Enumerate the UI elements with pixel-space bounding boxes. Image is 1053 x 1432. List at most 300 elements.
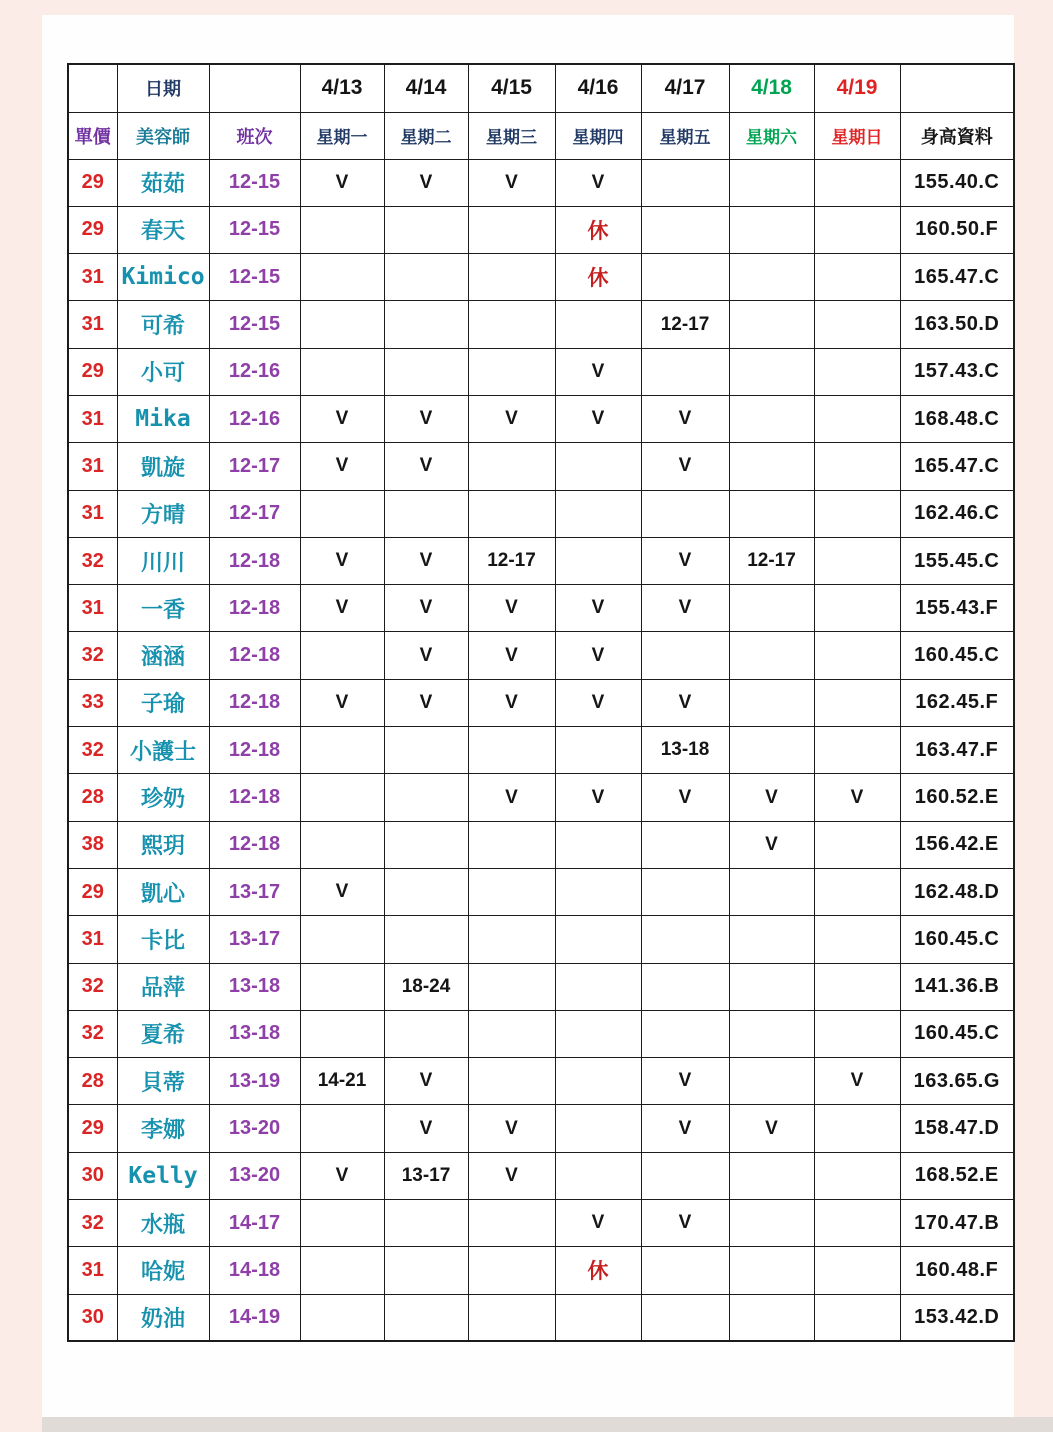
day-cell-tue bbox=[384, 348, 468, 395]
height-cell: 165.47.C bbox=[900, 443, 1014, 490]
day-cell-sun bbox=[814, 490, 900, 537]
day-cell-wed bbox=[468, 1010, 555, 1057]
beautician-name-cell: 熙玥 bbox=[117, 821, 209, 868]
beautician-name-cell: Kimico bbox=[117, 254, 209, 301]
day-cell-sun bbox=[814, 632, 900, 679]
height-cell: 170.47.B bbox=[900, 1200, 1014, 1247]
price-cell: 32 bbox=[68, 1010, 117, 1057]
day-cell-tue: V bbox=[384, 159, 468, 206]
height-cell: 157.43.C bbox=[900, 348, 1014, 395]
day-cell-sun bbox=[814, 395, 900, 442]
day-cell-thu bbox=[555, 868, 641, 915]
day-cell-mon: V bbox=[300, 679, 384, 726]
day-cell-wed: V bbox=[468, 585, 555, 632]
day-cell-sat: V bbox=[729, 774, 814, 821]
day-cell-thu bbox=[555, 1058, 641, 1105]
day-cell-sat: 12-17 bbox=[729, 537, 814, 584]
table-row bbox=[68, 301, 1014, 348]
day-cell-tue bbox=[384, 1247, 468, 1294]
day-cell-sat bbox=[729, 443, 814, 490]
day-cell-mon bbox=[300, 348, 384, 395]
weekday-col-1: 星期一 bbox=[300, 112, 384, 159]
day-cell-mon bbox=[300, 1105, 384, 1152]
price-cell: 38 bbox=[68, 821, 117, 868]
table-row bbox=[68, 490, 1014, 537]
shift-cell: 14-18 bbox=[209, 1247, 300, 1294]
day-cell-wed: V bbox=[468, 1152, 555, 1199]
day-cell-fri bbox=[641, 1010, 729, 1057]
day-cell-sat: V bbox=[729, 1105, 814, 1152]
date-col-3: 4/15 bbox=[468, 64, 555, 112]
day-cell-sat bbox=[729, 1152, 814, 1199]
price-cell: 32 bbox=[68, 963, 117, 1010]
day-cell-tue bbox=[384, 868, 468, 915]
beautician-name-cell: 貝蒂 bbox=[117, 1058, 209, 1105]
table-row bbox=[68, 774, 1014, 821]
shift-cell: 12-18 bbox=[209, 537, 300, 584]
day-cell-fri bbox=[641, 1294, 729, 1341]
day-cell-fri: V bbox=[641, 443, 729, 490]
day-cell-fri: V bbox=[641, 774, 729, 821]
day-cell-sun bbox=[814, 679, 900, 726]
day-cell-mon: V bbox=[300, 395, 384, 442]
weekday-col-4: 星期四 bbox=[555, 112, 641, 159]
shift-cell: 14-17 bbox=[209, 1200, 300, 1247]
price-cell: 32 bbox=[68, 632, 117, 679]
beautician-name-cell: 方晴 bbox=[117, 490, 209, 537]
day-cell-fri bbox=[641, 159, 729, 206]
day-cell-mon: V bbox=[300, 868, 384, 915]
price-cell: 29 bbox=[68, 868, 117, 915]
day-cell-mon: V bbox=[300, 159, 384, 206]
day-cell-wed: V bbox=[468, 1105, 555, 1152]
day-cell-tue bbox=[384, 1010, 468, 1057]
day-cell-thu bbox=[555, 916, 641, 963]
table-row bbox=[68, 206, 1014, 253]
day-cell-thu: V bbox=[555, 632, 641, 679]
day-cell-fri bbox=[641, 490, 729, 537]
table-row bbox=[68, 916, 1014, 963]
table-row bbox=[68, 1105, 1014, 1152]
beautician-name-cell: Mika bbox=[117, 395, 209, 442]
day-cell-thu bbox=[555, 301, 641, 348]
day-cell-wed bbox=[468, 348, 555, 395]
day-cell-tue: V bbox=[384, 395, 468, 442]
table-row bbox=[68, 395, 1014, 442]
table-row bbox=[68, 537, 1014, 584]
day-cell-tue: V bbox=[384, 1105, 468, 1152]
shift-cell: 13-19 bbox=[209, 1058, 300, 1105]
table-row bbox=[68, 585, 1014, 632]
table-row bbox=[68, 1010, 1014, 1057]
price-cell: 31 bbox=[68, 443, 117, 490]
day-cell-thu bbox=[555, 821, 641, 868]
table-row bbox=[68, 1247, 1014, 1294]
beautician-name-cell: Kelly bbox=[117, 1152, 209, 1199]
shift-cell: 12-15 bbox=[209, 301, 300, 348]
day-cell-mon bbox=[300, 1010, 384, 1057]
day-cell-sun bbox=[814, 301, 900, 348]
day-cell-fri bbox=[641, 821, 729, 868]
day-cell-thu: V bbox=[555, 348, 641, 395]
day-cell-sun bbox=[814, 868, 900, 915]
day-cell-sat bbox=[729, 301, 814, 348]
day-cell-sat bbox=[729, 1294, 814, 1341]
price-cell: 31 bbox=[68, 490, 117, 537]
height-cell: 163.50.D bbox=[900, 301, 1014, 348]
height-cell: 160.45.C bbox=[900, 632, 1014, 679]
shift-cell: 13-17 bbox=[209, 916, 300, 963]
price-column-header: 單價 bbox=[68, 112, 117, 159]
weekday-col-6: 星期六 bbox=[729, 112, 814, 159]
day-cell-wed bbox=[468, 1200, 555, 1247]
day-cell-sat bbox=[729, 1200, 814, 1247]
day-cell-mon: V bbox=[300, 1152, 384, 1199]
day-cell-sat bbox=[729, 206, 814, 253]
day-cell-mon bbox=[300, 1200, 384, 1247]
weekday-col-2: 星期二 bbox=[384, 112, 468, 159]
day-cell-mon bbox=[300, 727, 384, 774]
day-cell-sun bbox=[814, 821, 900, 868]
day-cell-wed bbox=[468, 490, 555, 537]
price-cell: 31 bbox=[68, 254, 117, 301]
day-cell-fri: V bbox=[641, 1058, 729, 1105]
shift-cell: 12-15 bbox=[209, 206, 300, 253]
price-cell: 31 bbox=[68, 395, 117, 442]
day-cell-mon bbox=[300, 301, 384, 348]
price-cell: 31 bbox=[68, 585, 117, 632]
day-cell-thu bbox=[555, 1294, 641, 1341]
day-cell-sat bbox=[729, 159, 814, 206]
shift-cell: 12-18 bbox=[209, 585, 300, 632]
day-cell-wed bbox=[468, 916, 555, 963]
date-col-5: 4/17 bbox=[641, 64, 729, 112]
day-cell-sat bbox=[729, 727, 814, 774]
day-cell-thu: 休 bbox=[555, 254, 641, 301]
day-cell-tue bbox=[384, 1294, 468, 1341]
day-cell-sun bbox=[814, 727, 900, 774]
day-cell-wed: V bbox=[468, 679, 555, 726]
beautician-name-cell: 春天 bbox=[117, 206, 209, 253]
beautician-name-cell: 凱旋 bbox=[117, 443, 209, 490]
height-cell: 153.42.D bbox=[900, 1294, 1014, 1341]
shift-cell: 13-18 bbox=[209, 963, 300, 1010]
shift-cell: 13-18 bbox=[209, 1010, 300, 1057]
beautician-name-cell: 小可 bbox=[117, 348, 209, 395]
day-cell-sun: V bbox=[814, 1058, 900, 1105]
day-cell-mon bbox=[300, 490, 384, 537]
height-cell: 168.48.C bbox=[900, 395, 1014, 442]
beautician-name-cell: 子瑜 bbox=[117, 679, 209, 726]
height-column-header: 身高資料 bbox=[900, 112, 1014, 159]
day-cell-sat bbox=[729, 868, 814, 915]
table-row bbox=[68, 1058, 1014, 1105]
day-cell-wed bbox=[468, 727, 555, 774]
shift-cell: 12-16 bbox=[209, 348, 300, 395]
beautician-name-cell: 水瓶 bbox=[117, 1200, 209, 1247]
beautician-column-header: 美容師 bbox=[117, 112, 209, 159]
day-cell-mon bbox=[300, 254, 384, 301]
shift-cell: 12-16 bbox=[209, 395, 300, 442]
price-cell: 29 bbox=[68, 159, 117, 206]
day-cell-tue: V bbox=[384, 443, 468, 490]
day-cell-wed: V bbox=[468, 395, 555, 442]
day-cell-sat bbox=[729, 348, 814, 395]
day-cell-sat bbox=[729, 1010, 814, 1057]
day-cell-fri bbox=[641, 868, 729, 915]
shift-column-header: 班次 bbox=[209, 112, 300, 159]
day-cell-sun bbox=[814, 443, 900, 490]
table-row bbox=[68, 679, 1014, 726]
shift-cell: 12-18 bbox=[209, 679, 300, 726]
day-cell-tue bbox=[384, 254, 468, 301]
day-cell-wed: V bbox=[468, 774, 555, 821]
day-cell-sun bbox=[814, 963, 900, 1010]
corner-blank-cell bbox=[68, 64, 117, 112]
day-cell-thu: V bbox=[555, 774, 641, 821]
day-cell-wed: V bbox=[468, 632, 555, 679]
day-cell-mon bbox=[300, 774, 384, 821]
day-cell-fri bbox=[641, 963, 729, 1010]
price-cell: 31 bbox=[68, 301, 117, 348]
day-cell-tue bbox=[384, 1200, 468, 1247]
height-cell: 162.48.D bbox=[900, 868, 1014, 915]
price-cell: 28 bbox=[68, 774, 117, 821]
day-cell-tue: 18-24 bbox=[384, 963, 468, 1010]
table-row bbox=[68, 254, 1014, 301]
price-cell: 32 bbox=[68, 537, 117, 584]
day-cell-mon bbox=[300, 963, 384, 1010]
day-cell-tue bbox=[384, 206, 468, 253]
day-cell-fri: V bbox=[641, 537, 729, 584]
beautician-name-cell: 奶油 bbox=[117, 1294, 209, 1341]
day-cell-mon bbox=[300, 206, 384, 253]
beautician-name-cell: 可希 bbox=[117, 301, 209, 348]
day-cell-tue: V bbox=[384, 632, 468, 679]
day-cell-fri: 13-18 bbox=[641, 727, 729, 774]
day-cell-wed bbox=[468, 254, 555, 301]
height-cell: 160.50.F bbox=[900, 206, 1014, 253]
height-cell: 155.45.C bbox=[900, 537, 1014, 584]
price-cell: 30 bbox=[68, 1294, 117, 1341]
height-cell: 158.47.D bbox=[900, 1105, 1014, 1152]
height-cell: 155.43.F bbox=[900, 585, 1014, 632]
beautician-name-cell: 凱心 bbox=[117, 868, 209, 915]
day-cell-sun bbox=[814, 1152, 900, 1199]
table-row bbox=[68, 632, 1014, 679]
date-col-2: 4/14 bbox=[384, 64, 468, 112]
day-cell-wed bbox=[468, 963, 555, 1010]
price-cell: 32 bbox=[68, 727, 117, 774]
beautician-name-cell: 珍奶 bbox=[117, 774, 209, 821]
shift-cell: 13-20 bbox=[209, 1152, 300, 1199]
day-cell-sat bbox=[729, 490, 814, 537]
date-col-1: 4/13 bbox=[300, 64, 384, 112]
day-cell-sat: V bbox=[729, 821, 814, 868]
day-cell-thu bbox=[555, 727, 641, 774]
date-col-6: 4/18 bbox=[729, 64, 814, 112]
weekday-col-5: 星期五 bbox=[641, 112, 729, 159]
day-cell-sat bbox=[729, 916, 814, 963]
height-cell: 160.52.E bbox=[900, 774, 1014, 821]
day-cell-sun bbox=[814, 537, 900, 584]
day-cell-thu bbox=[555, 443, 641, 490]
day-cell-sat bbox=[729, 632, 814, 679]
height-cell: 160.48.F bbox=[900, 1247, 1014, 1294]
table-row bbox=[68, 348, 1014, 395]
day-cell-thu: 休 bbox=[555, 1247, 641, 1294]
day-cell-thu bbox=[555, 963, 641, 1010]
day-cell-thu: V bbox=[555, 585, 641, 632]
day-cell-wed bbox=[468, 1247, 555, 1294]
weekday-col-7: 星期日 bbox=[814, 112, 900, 159]
day-cell-fri: V bbox=[641, 679, 729, 726]
height-cell: 162.45.F bbox=[900, 679, 1014, 726]
shift-cell: 12-17 bbox=[209, 490, 300, 537]
day-cell-mon: V bbox=[300, 585, 384, 632]
height-cell: 160.45.C bbox=[900, 1010, 1014, 1057]
height-cell: 163.47.F bbox=[900, 727, 1014, 774]
day-cell-thu: 休 bbox=[555, 206, 641, 253]
day-cell-tue bbox=[384, 490, 468, 537]
date-col-7: 4/19 bbox=[814, 64, 900, 112]
price-cell: 28 bbox=[68, 1058, 117, 1105]
day-cell-sun bbox=[814, 1105, 900, 1152]
day-cell-wed: 12-17 bbox=[468, 537, 555, 584]
day-cell-fri: V bbox=[641, 585, 729, 632]
day-cell-thu bbox=[555, 490, 641, 537]
weekday-col-3: 星期三 bbox=[468, 112, 555, 159]
price-cell: 29 bbox=[68, 1105, 117, 1152]
day-cell-tue: V bbox=[384, 537, 468, 584]
day-cell-thu bbox=[555, 1010, 641, 1057]
schedule-table bbox=[67, 63, 1015, 1342]
price-cell: 31 bbox=[68, 1247, 117, 1294]
price-cell: 33 bbox=[68, 679, 117, 726]
height-cell: 160.45.C bbox=[900, 916, 1014, 963]
height-cell: 156.42.E bbox=[900, 821, 1014, 868]
beautician-name-cell: 哈妮 bbox=[117, 1247, 209, 1294]
price-cell: 30 bbox=[68, 1152, 117, 1199]
shift-cell: 13-17 bbox=[209, 868, 300, 915]
beautician-name-cell: 品萍 bbox=[117, 963, 209, 1010]
height-cell: 168.52.E bbox=[900, 1152, 1014, 1199]
table-row bbox=[68, 727, 1014, 774]
day-cell-wed bbox=[468, 206, 555, 253]
day-cell-fri bbox=[641, 632, 729, 679]
price-cell: 32 bbox=[68, 1200, 117, 1247]
day-cell-wed bbox=[468, 301, 555, 348]
blank-header-cell bbox=[900, 64, 1014, 112]
day-cell-mon bbox=[300, 1247, 384, 1294]
shift-cell: 12-15 bbox=[209, 159, 300, 206]
beautician-name-cell: 小護士 bbox=[117, 727, 209, 774]
beautician-name-cell: 卡比 bbox=[117, 916, 209, 963]
beautician-name-cell: 李娜 bbox=[117, 1105, 209, 1152]
day-cell-sun bbox=[814, 1247, 900, 1294]
shift-cell: 13-20 bbox=[209, 1105, 300, 1152]
day-cell-wed bbox=[468, 1294, 555, 1341]
date-header-row bbox=[68, 64, 1014, 112]
day-cell-thu bbox=[555, 1105, 641, 1152]
day-cell-sat bbox=[729, 963, 814, 1010]
date-col-4: 4/16 bbox=[555, 64, 641, 112]
day-cell-thu: V bbox=[555, 395, 641, 442]
price-cell: 29 bbox=[68, 348, 117, 395]
day-cell-sun: V bbox=[814, 774, 900, 821]
day-cell-tue bbox=[384, 916, 468, 963]
day-cell-tue: V bbox=[384, 585, 468, 632]
table-row bbox=[68, 443, 1014, 490]
day-cell-tue bbox=[384, 774, 468, 821]
table-row bbox=[68, 963, 1014, 1010]
day-cell-wed bbox=[468, 821, 555, 868]
day-cell-tue: 13-17 bbox=[384, 1152, 468, 1199]
day-cell-thu bbox=[555, 537, 641, 584]
day-cell-mon: V bbox=[300, 443, 384, 490]
day-cell-sun bbox=[814, 348, 900, 395]
day-cell-fri bbox=[641, 1247, 729, 1294]
table-row bbox=[68, 868, 1014, 915]
day-cell-mon bbox=[300, 916, 384, 963]
shift-cell: 12-17 bbox=[209, 443, 300, 490]
height-cell: 165.47.C bbox=[900, 254, 1014, 301]
day-cell-fri bbox=[641, 348, 729, 395]
table-row bbox=[68, 1200, 1014, 1247]
day-cell-tue: V bbox=[384, 1058, 468, 1105]
shift-cell: 12-15 bbox=[209, 254, 300, 301]
day-cell-fri bbox=[641, 1152, 729, 1199]
day-cell-sun bbox=[814, 159, 900, 206]
day-cell-tue: V bbox=[384, 679, 468, 726]
day-cell-mon: V bbox=[300, 537, 384, 584]
height-cell: 155.40.C bbox=[900, 159, 1014, 206]
shift-cell: 12-18 bbox=[209, 632, 300, 679]
day-cell-mon: 14-21 bbox=[300, 1058, 384, 1105]
day-cell-thu bbox=[555, 1152, 641, 1199]
beautician-name-cell: 涵涵 bbox=[117, 632, 209, 679]
day-cell-thu: V bbox=[555, 679, 641, 726]
day-cell-sun bbox=[814, 206, 900, 253]
day-cell-sun bbox=[814, 254, 900, 301]
day-cell-sat bbox=[729, 679, 814, 726]
shift-cell: 12-18 bbox=[209, 774, 300, 821]
day-cell-sat bbox=[729, 395, 814, 442]
height-cell: 141.36.B bbox=[900, 963, 1014, 1010]
day-cell-sun bbox=[814, 1200, 900, 1247]
shift-cell: 14-19 bbox=[209, 1294, 300, 1341]
day-cell-fri: V bbox=[641, 1200, 729, 1247]
day-cell-tue bbox=[384, 301, 468, 348]
day-cell-thu: V bbox=[555, 159, 641, 206]
day-cell-fri bbox=[641, 916, 729, 963]
weekday-header-row bbox=[68, 112, 1014, 159]
day-cell-tue bbox=[384, 821, 468, 868]
day-cell-sat bbox=[729, 1058, 814, 1105]
day-cell-mon bbox=[300, 821, 384, 868]
height-cell: 163.65.G bbox=[900, 1058, 1014, 1105]
price-cell: 31 bbox=[68, 916, 117, 963]
day-cell-thu: V bbox=[555, 1200, 641, 1247]
table-row bbox=[68, 159, 1014, 206]
day-cell-mon bbox=[300, 1294, 384, 1341]
day-cell-sat bbox=[729, 1247, 814, 1294]
day-cell-fri bbox=[641, 254, 729, 301]
day-cell-wed bbox=[468, 443, 555, 490]
beautician-name-cell: 夏希 bbox=[117, 1010, 209, 1057]
day-cell-fri: 12-17 bbox=[641, 301, 729, 348]
day-cell-sat bbox=[729, 585, 814, 632]
